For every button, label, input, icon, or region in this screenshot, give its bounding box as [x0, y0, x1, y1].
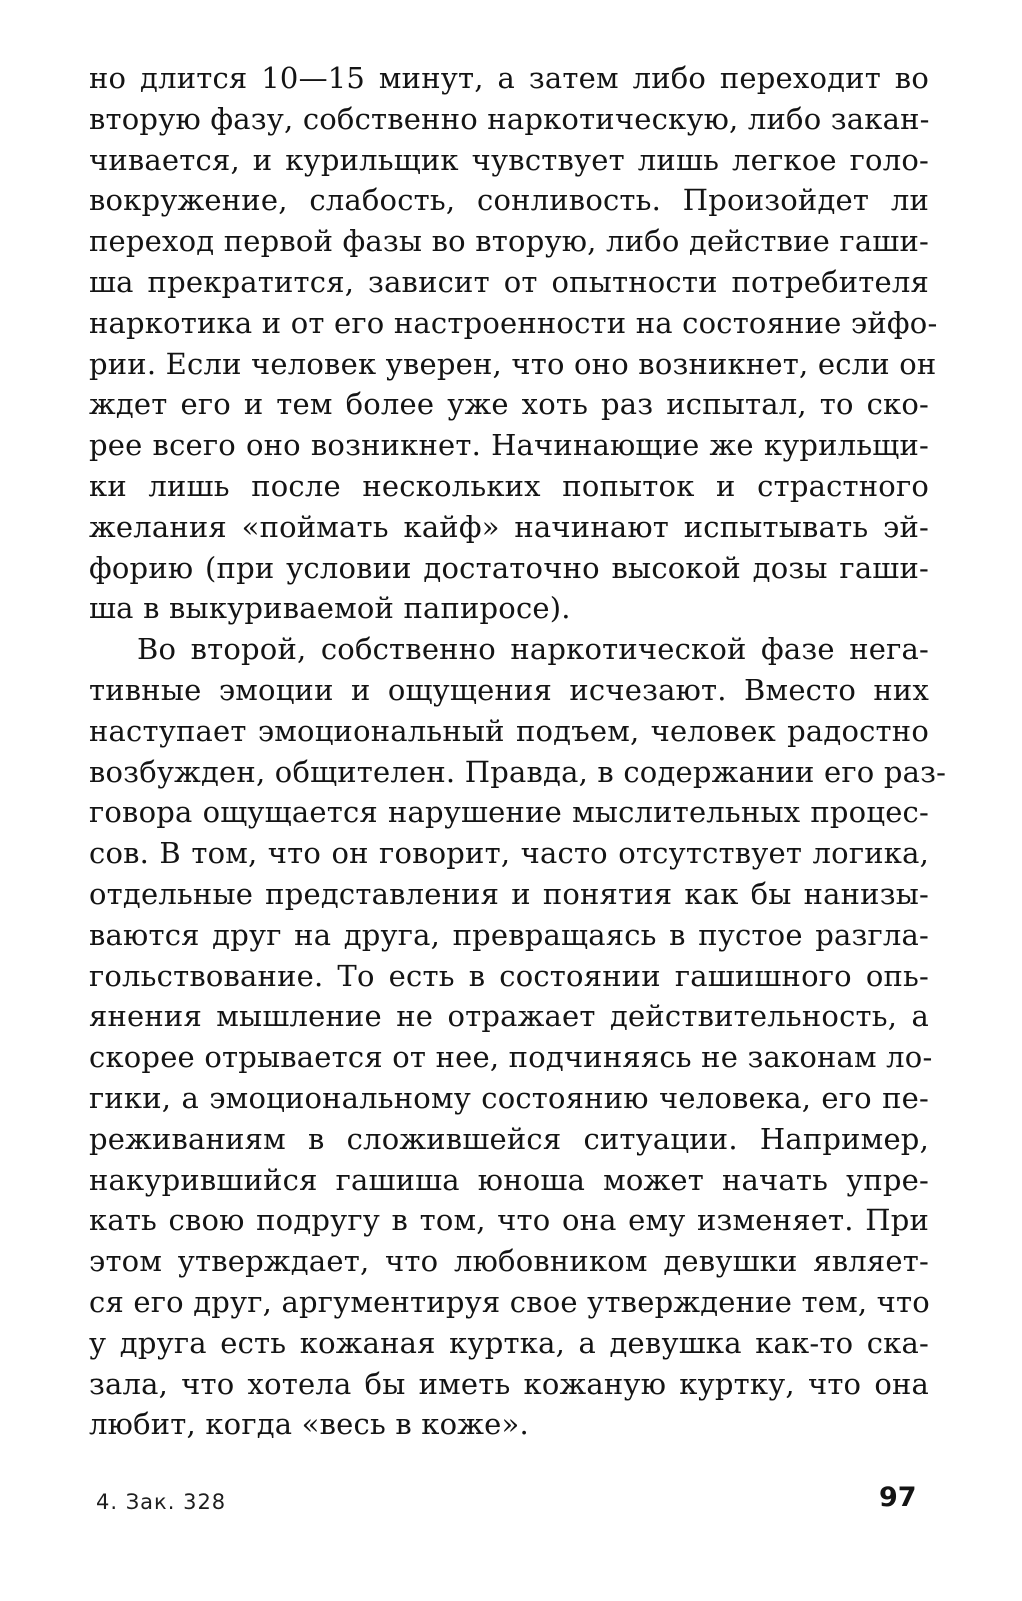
text-line: накурившийся гашиша юноша может начать упре-	[89, 1162, 929, 1197]
text-line: рее всего оно возникнет. Начинающие же курильщи-	[89, 428, 929, 463]
text-line: наступает эмоциональный подъем, человек радостно	[89, 713, 929, 748]
text-line: кать свою подругу в том, что она ему изменяет. При	[89, 1203, 929, 1238]
body-text	[89, 58, 947, 1445]
paragraph-first-line: Во второй, собственно наркотической фазе нега-	[137, 632, 929, 667]
text-line: но длится 10—15 минут, а затем либо переходит во	[89, 61, 929, 95]
text-line: ждет его и тем более уже хоть раз испытал, то ско-	[89, 387, 929, 422]
text-line: наркотика и от его настроенности на состояние эйфо-	[89, 305, 938, 340]
text-line: янения мышление не отражает действительность, а	[89, 999, 929, 1034]
text-line: вокружение, слабость, сонливость. Произойдет ли	[89, 183, 929, 218]
text-line: переход первой фазы во вторую, либо действие гаши-	[89, 224, 929, 259]
text-line: гики, а эмоциональному состоянию человека, его пе-	[89, 1080, 929, 1115]
text-line: этом утверждает, что любовником девушки являет-	[89, 1244, 929, 1279]
text-line: гольствование. То есть в состоянии гашишного опь-	[89, 958, 929, 993]
paragraph-last-line: ша в выкуриваемой папиросе).	[89, 591, 571, 626]
text-line: зала, что хотела бы иметь кожаную куртку, что она	[89, 1366, 929, 1401]
text-line: у друга есть кожаная куртка, а девушка как-то ска-	[89, 1325, 929, 1360]
text-line: ки лишь после нескольких попыток и страстного	[89, 468, 929, 503]
text-line: ся его друг, аргументируя свое утверждение тем, что	[89, 1284, 930, 1319]
text-line: говора ощущается нарушение мыслительных процес-	[89, 795, 929, 830]
paragraph-last-line: любит, когда «весь в коже».	[89, 1407, 529, 1442]
printer-signature: 4. Зак. 328	[96, 1490, 227, 1514]
text-line: вторую фазу, собственно наркотическую, либо закан-	[89, 101, 930, 136]
text-line: реживаниям в сложившейся ситуации. Например,	[89, 1121, 929, 1156]
text-line: чивается, и курильщик чувствует лишь легкое голо-	[89, 142, 929, 177]
text-line: тивные эмоции и ощущения исчезают. Вместо них	[89, 672, 929, 707]
text-line: сов. В том, что он говорит, часто отсутствует логика,	[89, 836, 929, 871]
page-number: 97	[879, 1482, 917, 1513]
text-line: ваются друг на друга, превращаясь в пустое разгла-	[89, 917, 929, 952]
text-line: отдельные представления и понятия как бы нанизы-	[89, 876, 929, 911]
text-line: возбужден, общителен. Правда, в содержании его раз-	[89, 754, 947, 789]
text-line: ша прекратится, зависит от опытности потребителя	[89, 264, 929, 299]
text-line: рии. Если человек уверен, что оно возникнет, если он	[89, 346, 937, 381]
text-line: форию (при условии достаточно высокой дозы гаши-	[89, 550, 929, 585]
text-line: желания «поймать кайф» начинают испытывать эй-	[89, 509, 929, 544]
text-line: скорее отрывается от нее, подчиняясь не законам ло-	[89, 1040, 933, 1075]
